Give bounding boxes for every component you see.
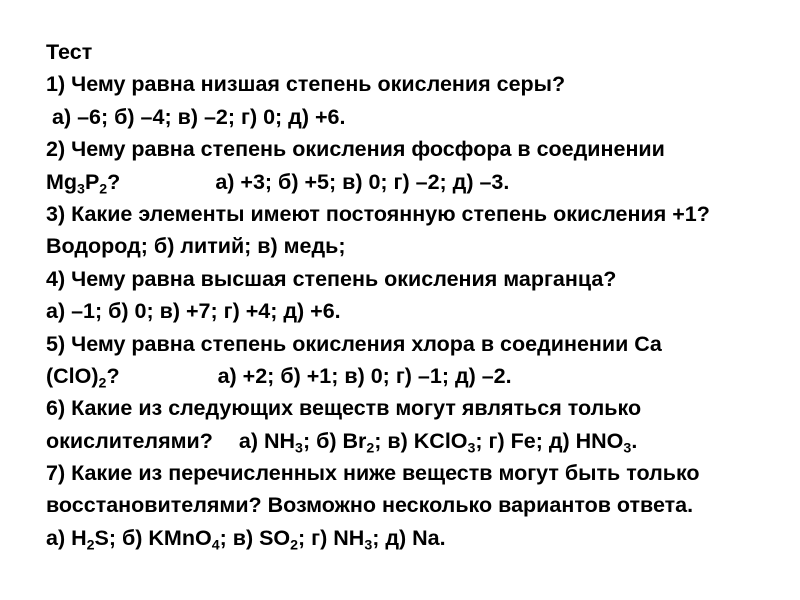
question-6: 6) Какие из следующих веществ могут являться только — [46, 396, 642, 421]
question-5: 5) Чему равна степень окисления хлора в соединении Ca — [46, 331, 662, 356]
question-3-answers: Водород; б) литий; в) медь; — [46, 234, 346, 259]
question-7: 7) Какие из перечисленных ниже веществ могут быть только — [46, 461, 700, 486]
question-2-answers: а) +3; б) +5; в) 0; г) –2; д) –3. — [215, 169, 510, 194]
question-3: 3) Какие элементы имеют постоянную степень окисления +1? — [46, 201, 710, 226]
question-5-answers: а) +2; б) +1; в) 0; г) –1; д) –2. — [217, 363, 512, 388]
question-6-answers-line — [46, 425, 796, 457]
test-text-block — [46, 36, 796, 554]
formula-clo2: $(ClO)_2$? — [46, 363, 120, 392]
question-6-answers: а) $NH_3$; б) $Br_2$; в) KClO$_3$; г) Fe; д) $HNO_3$. — [238, 428, 638, 457]
question-1-answers: а) –6; б) –4; в) –2; г) 0; д) +6. — [52, 104, 346, 129]
question-7-line2: восстановителями? Возможно несколько вариантов ответа. — [46, 493, 694, 518]
question-6-tail: окислителями? — [46, 428, 213, 453]
question-4: 4) Чему равна высшая степень окисления марганца? — [46, 266, 617, 291]
question-5-formula-line — [46, 360, 796, 392]
question-2: 2) Чему равна степень окисления фосфора в соединении — [46, 137, 665, 162]
question-7-answers: а) $H_2S$; б) KMnO$_4$; в) $SO_2$; г) $NH_3$; д) Na. — [46, 525, 446, 554]
question-1: 1) Чему равна низшая степень окисления серы? — [46, 72, 566, 97]
test-title: Тест — [46, 40, 93, 64]
formula-mg3p2: $Mg_3P_2$? — [46, 169, 121, 198]
question-4-answers: а) –1; б) 0; в) +7; г) +4; д) +6. — [46, 299, 341, 324]
question-2-formula-line — [46, 166, 796, 198]
